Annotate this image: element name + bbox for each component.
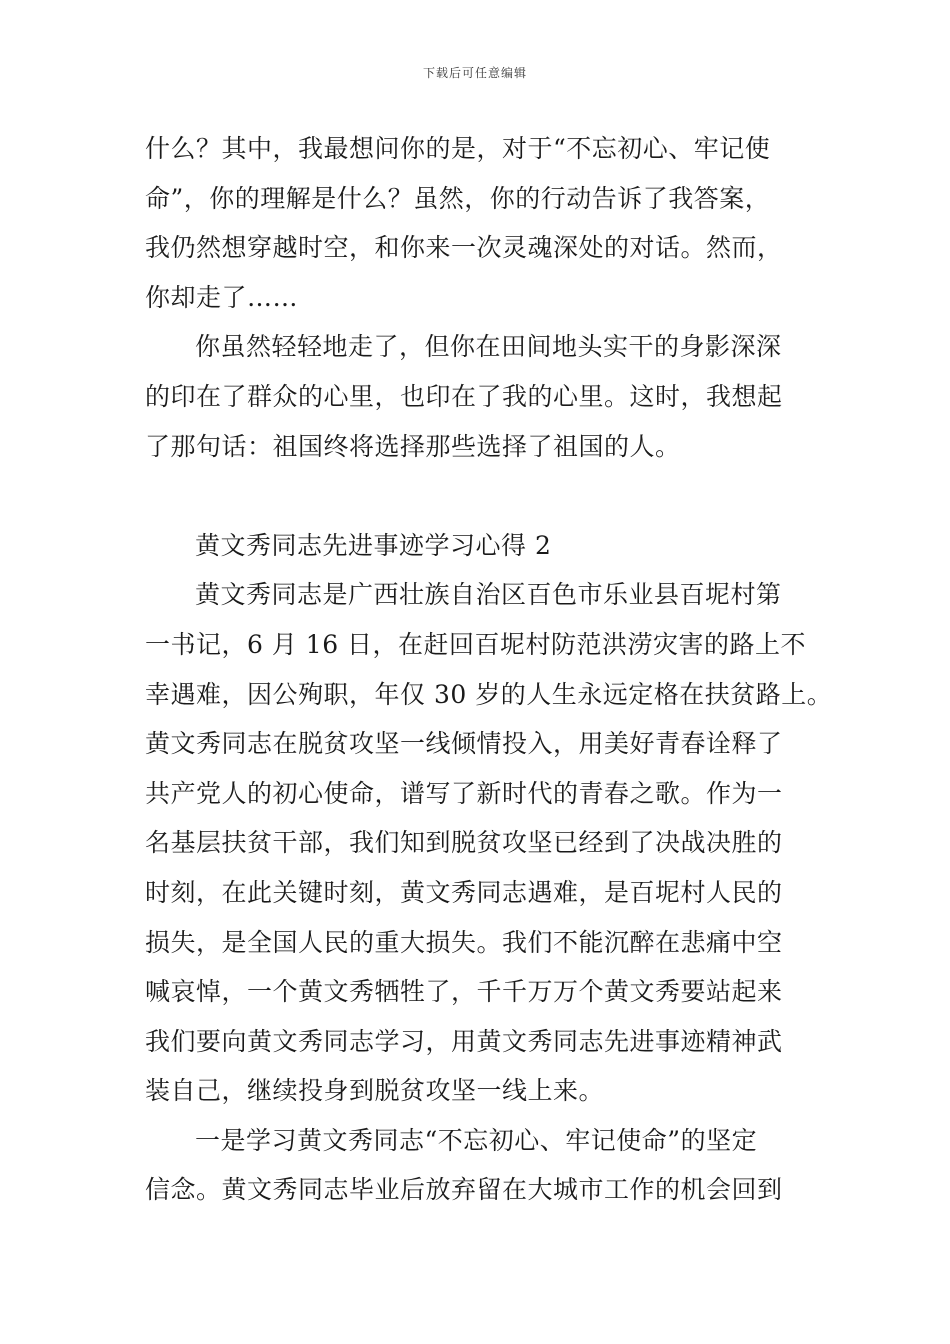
text-line: 损失，是全国人民的重大损失。我们不能沉醉在悲痛中空: [145, 927, 783, 957]
text-line: 装自己，继续投身到脱贫攻坚一线上来。: [145, 1076, 605, 1106]
text-line: 命”，你的理解是什么？虽然，你的行动告诉了我答案，: [145, 183, 771, 213]
text-line: 什么？其中，我最想问你的是，对于“不忘初心、牢记使: [145, 134, 771, 163]
text-line: 幸遇难，因公殉职，年仅 30 岁的人生永远定格在扶贫路上。: [145, 679, 833, 709]
text-line: 你虽然轻轻地走了，但你在田间地头实干的身影深深: [195, 332, 782, 362]
text-line: 的印在了群众的心里，也印在了我的心里。这时，我想起: [145, 381, 783, 411]
text-line: 我仍然想穿越时空，和你来一次灵魂深处的对话。然而，: [145, 233, 783, 263]
text-line: 信念。黄文秀同志毕业后放弃留在大城市工作的机会回到: [145, 1175, 783, 1205]
text-line: 共产党人的初心使命，谱写了新时代的青春之歌。作为一: [145, 778, 783, 808]
text-line: 一是学习黄文秀同志“不忘初心、牢记使命”的坚定: [195, 1125, 758, 1155]
text-line: 时刻，在此关键时刻，黄文秀同志遇难，是百坭村人民的: [145, 877, 783, 907]
section-heading: 黄文秀同志先进事迹学习心得 2: [195, 530, 552, 560]
document-body: [145, 124, 833, 1215]
text-line: 黄文秀同志是广西壮族自治区百色市乐业县百坭村第: [195, 580, 782, 610]
text-line: 你却走了……: [145, 282, 299, 312]
blank-line: [145, 471, 815, 521]
text-line: 喊哀悼，一个黄文秀牺牲了，千千万万个黄文秀要站起来: [145, 977, 783, 1007]
text-line: 名基层扶贫干部，我们知到脱贫攻坚已经到了决战决胜的: [145, 828, 783, 858]
text-line: 黄文秀同志在脱贫攻坚一线倾情投入，用美好青春诠释了: [145, 729, 783, 759]
page-header: 下载后可任意编辑: [422, 66, 527, 80]
text-line: 一书记，6 月 16 日，在赶回百坭村防范洪涝灾害的路上不: [145, 629, 807, 659]
text-line: 我们要向黄文秀同志学习，用黄文秀同志先进事迹精神武: [145, 1026, 783, 1056]
text-line: 了那句话：祖国终将选择那些选择了祖国的人。: [145, 431, 681, 461]
